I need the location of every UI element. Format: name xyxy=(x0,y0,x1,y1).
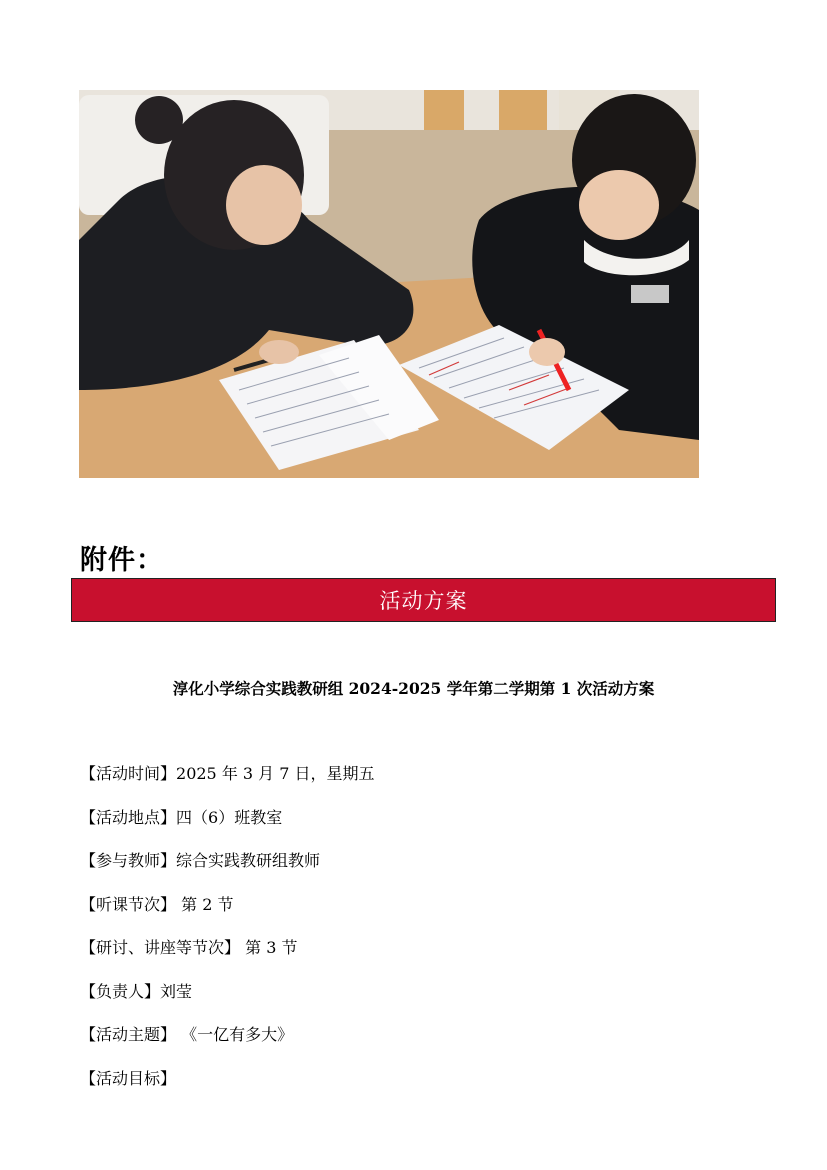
info-value: 2025 年 3 月 7 日，星期五 xyxy=(176,764,375,783)
document-title: 淳化小学综合实践教研组 2024-2025 学年第二学期第 1 次活动方案 xyxy=(172,679,655,698)
info-label: 【活动时间】 xyxy=(80,764,177,783)
section-banner xyxy=(71,578,776,622)
info-label: 【参与教师】 xyxy=(80,851,177,870)
info-row-time xyxy=(80,763,375,807)
info-row-goal xyxy=(80,1068,375,1112)
info-label: 【研讨、讲座等节次】 xyxy=(80,938,241,957)
info-label: 【活动目标】 xyxy=(80,1068,177,1088)
info-row-person-in-charge xyxy=(80,981,375,1025)
activity-photo xyxy=(79,90,699,478)
info-label: 【听课节次】 xyxy=(80,894,177,914)
info-value: 四（6）班教室 xyxy=(176,807,283,827)
info-value: 第 3 节 xyxy=(240,938,298,957)
info-row-lesson-period xyxy=(80,894,375,938)
info-row-theme xyxy=(80,1024,375,1068)
info-label: 【活动地点】 xyxy=(80,807,177,827)
info-value: 综合实践教研组教师 xyxy=(176,851,321,870)
info-value: 《一亿有多大》 xyxy=(176,1025,294,1044)
info-value: 第 2 节 xyxy=(176,894,234,914)
activity-info-list xyxy=(80,763,375,1111)
banner-title: 活动方案 xyxy=(379,589,468,613)
info-row-seminar-period xyxy=(80,937,375,981)
info-row-teachers xyxy=(80,850,375,894)
info-value: 刘莹 xyxy=(160,981,193,1001)
attachment-label: 附件： xyxy=(80,545,164,576)
info-label: 【负责人】 xyxy=(80,981,161,1001)
info-label: 【活动主题】 xyxy=(80,1025,177,1044)
info-row-location xyxy=(80,807,375,851)
